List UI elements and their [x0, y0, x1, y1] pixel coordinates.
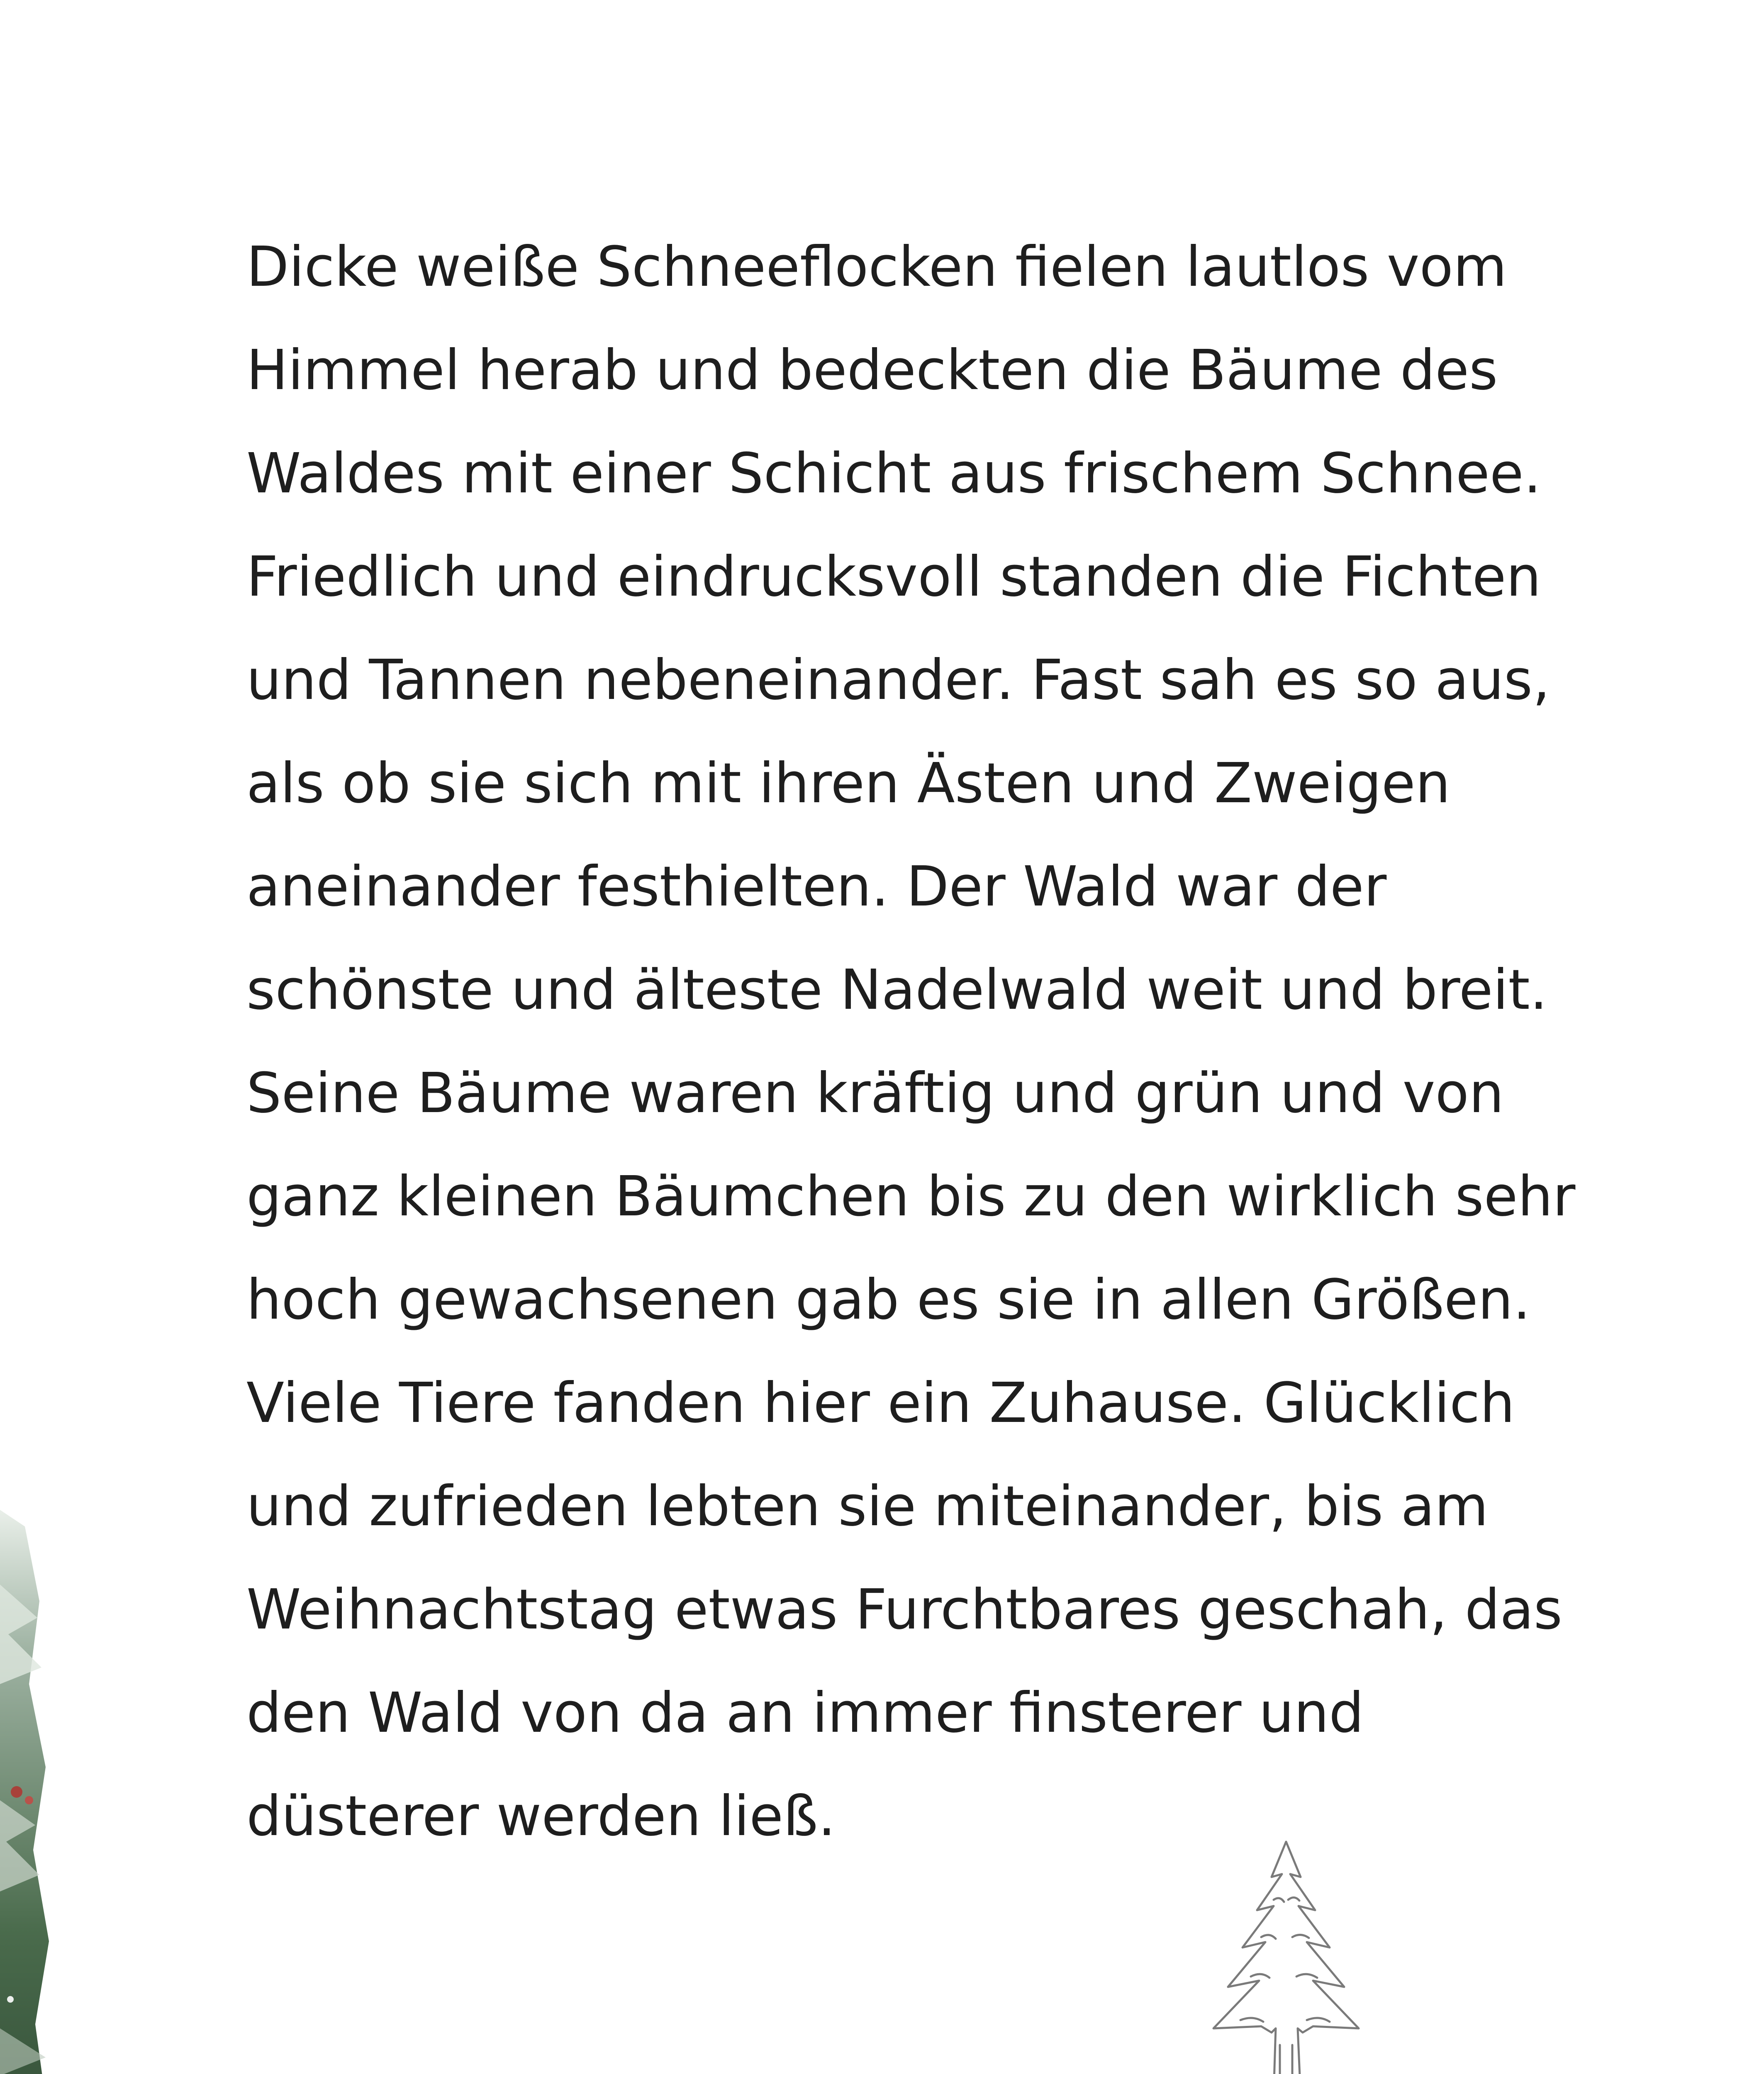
story-line: schönste und älteste Nadelwald weit und breit.: [246, 958, 1547, 1022]
snowy-fir-branches-illustration: [0, 1510, 50, 2074]
story-line: aneinander festhielten. Der Wald war der: [246, 855, 1387, 919]
story-line: als ob sie sich mit ihren Ästen und Zweigen: [246, 752, 1451, 815]
story-line: hoch gewachsenen gab es sie in allen Größen.: [246, 1268, 1531, 1332]
story-line: Friedlich und eindrucksvoll standen die Fichten: [246, 545, 1541, 609]
story-line: Seine Bäume waren kräftig und grün und von: [246, 1061, 1504, 1125]
story-line: Weihnachtstag etwas Furchtbares geschah, das: [246, 1578, 1563, 1642]
story-line: düsterer werden ließ.: [246, 1784, 836, 1848]
story-line: ganz kleinen Bäumchen bis zu den wirklich sehr: [246, 1165, 1576, 1229]
story-line: und zufrieden lebten sie miteinander, bis am: [246, 1475, 1489, 1538]
story-paragraph: [246, 216, 1574, 1868]
fir-tree-outline-icon: [1203, 1838, 1369, 2074]
story-line: Waldes mit einer Schicht aus frischem Schnee.: [246, 442, 1541, 506]
story-line: Dicke weiße Schneeflocken fielen lautlos vom: [246, 235, 1507, 299]
story-line: Himmel herab und bedeckten die Bäume des: [246, 338, 1498, 402]
story-line: den Wald von da an immer finsterer und: [246, 1681, 1364, 1745]
story-line: und Tannen nebeneinander. Fast sah es so aus,: [246, 648, 1550, 712]
story-line: Viele Tiere fanden hier ein Zuhause. Glücklich: [246, 1371, 1515, 1435]
